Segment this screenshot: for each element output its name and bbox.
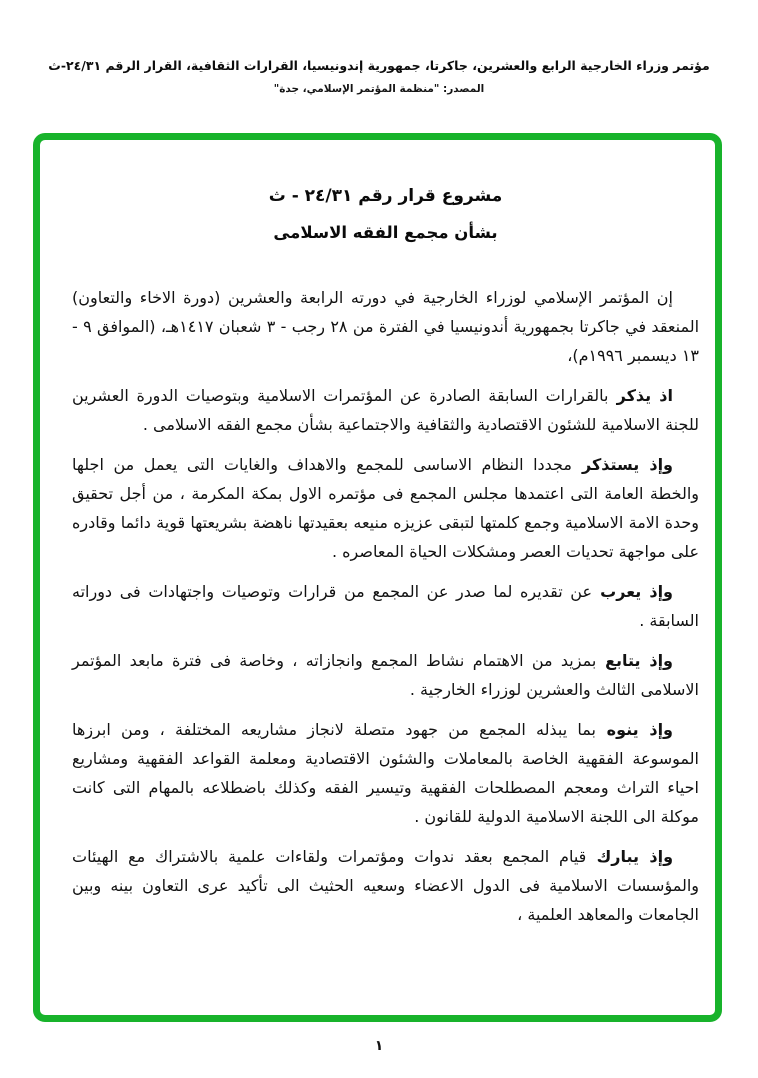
paragraph-text: بالقرارات السابقة الصادرة عن المؤتمرات الاسلامية وبتوصيات الدورة العشرين للجنة الاسلامية للشئون الاقتصادية والثقافية والاجتماعية بشأن مجمع الفقه الاسلامى .	[72, 386, 699, 434]
paragraph-text: مجددا النظام الاساسى للمجمع والاهداف والغايات التى يعمل من اجلها والخطة العامة التى اعتمدها مجلس المجمع فى مؤتمره الاول بمكة المكرمة ، من أجل تحقيق وحدة الامة الاسلامية وجمع كلمتها لتبقى عزيزه منيعه بعقيدتها ناهضة بشريعتها قوية دائما وقادره على مواجهة تحديات العصر ومشكلات الحياة المعاصره .	[72, 455, 699, 561]
paragraph-lead: وإذ يعرب	[592, 582, 673, 601]
paragraph	[72, 450, 699, 566]
paragraph	[72, 646, 699, 704]
paragraph	[72, 283, 699, 370]
header-source-line: مؤتمر وزراء الخارجية الرابع والعشرين، جاكرتا، جمهورية إندونيسيا، القرارات الثقافية، القرار الرقم ٢٤/٣١-ث	[48, 58, 710, 73]
paragraph-text: قيام المجمع بعقد ندوات ومؤتمرات ولقاءات علمية بالاشتراك مع الهيئات والمؤسسات الاسلامية فى الدول الاعضاء وسعيه الحثيث الى تأكيد عرى التعاون بينه وبين الجامعات والمعاهد العلمية ،	[72, 847, 699, 924]
page-number: ١	[374, 1038, 384, 1054]
resolution-subject-title: بشأن مجمع الفقه الاسلامى	[273, 223, 498, 242]
paragraph-text: بمزيد من الاهتمام نشاط المجمع وانجازاته ، وخاصة فى فترة مابعد المؤتمر الاسلامى الثالث والعشرين لوزراء الخارجية .	[72, 651, 699, 699]
document-content	[40, 140, 715, 1015]
body-paragraphs	[72, 283, 699, 929]
document-header	[0, 58, 758, 95]
paragraph	[72, 842, 699, 929]
paragraph-lead: وإذ يتابع	[596, 651, 673, 670]
paragraph-lead: وإذ يستذكر	[571, 455, 674, 474]
header-publisher-line: المصدر: "منظمة المؤتمر الإسلامي، جدة"	[273, 83, 485, 95]
paragraph-lead: وإذ ينوه	[595, 720, 673, 739]
paragraph-lead: وإذ يبارك	[586, 847, 674, 866]
green-border-frame	[33, 133, 722, 1022]
paragraph	[72, 715, 699, 831]
paragraph	[72, 381, 699, 439]
paragraph-text: عن تقديره لما صدر عن المجمع من قرارات وتوصيات واجتهادات فى دوراته السابقة .	[72, 582, 699, 630]
paragraph-text: بما يبذله المجمع من جهود متصلة لانجاز مشاريعه المختلفة ، ومن ابرزها الموسوعة الفقهية الخاصة بالمعاملات والشئون الاقتصادية ومعلمة القواعد الفقهية ومشاريع احياء التراث ومعجم المصطلحات الفقهية وتيسير الفقه وكذلك باضطلاعه بالمهام التى كانت موكلة الى اللجنة الاسلامية الدولية للقانون .	[72, 720, 699, 826]
resolution-number-title: مشروع قرار رقم ٢٤/٣١ - ث	[268, 186, 503, 206]
paragraph-lead: اذ يذكر	[608, 386, 674, 405]
paragraph-text: إن المؤتمر الإسلامي لوزراء الخارجية في دورته الرابعة والعشرين (دورة الاخاء والتعاون) المنعقد في جاكرتا بجمهورية أندونيسيا في الفترة من ٢٨ رجب - ٣ شعبان ١٤١٧هـ، (الموافق ٩ - ١٣ ديسمبر ١٩٩٦م)،	[72, 288, 700, 365]
resolution-title	[72, 184, 699, 245]
paragraph	[72, 577, 699, 635]
